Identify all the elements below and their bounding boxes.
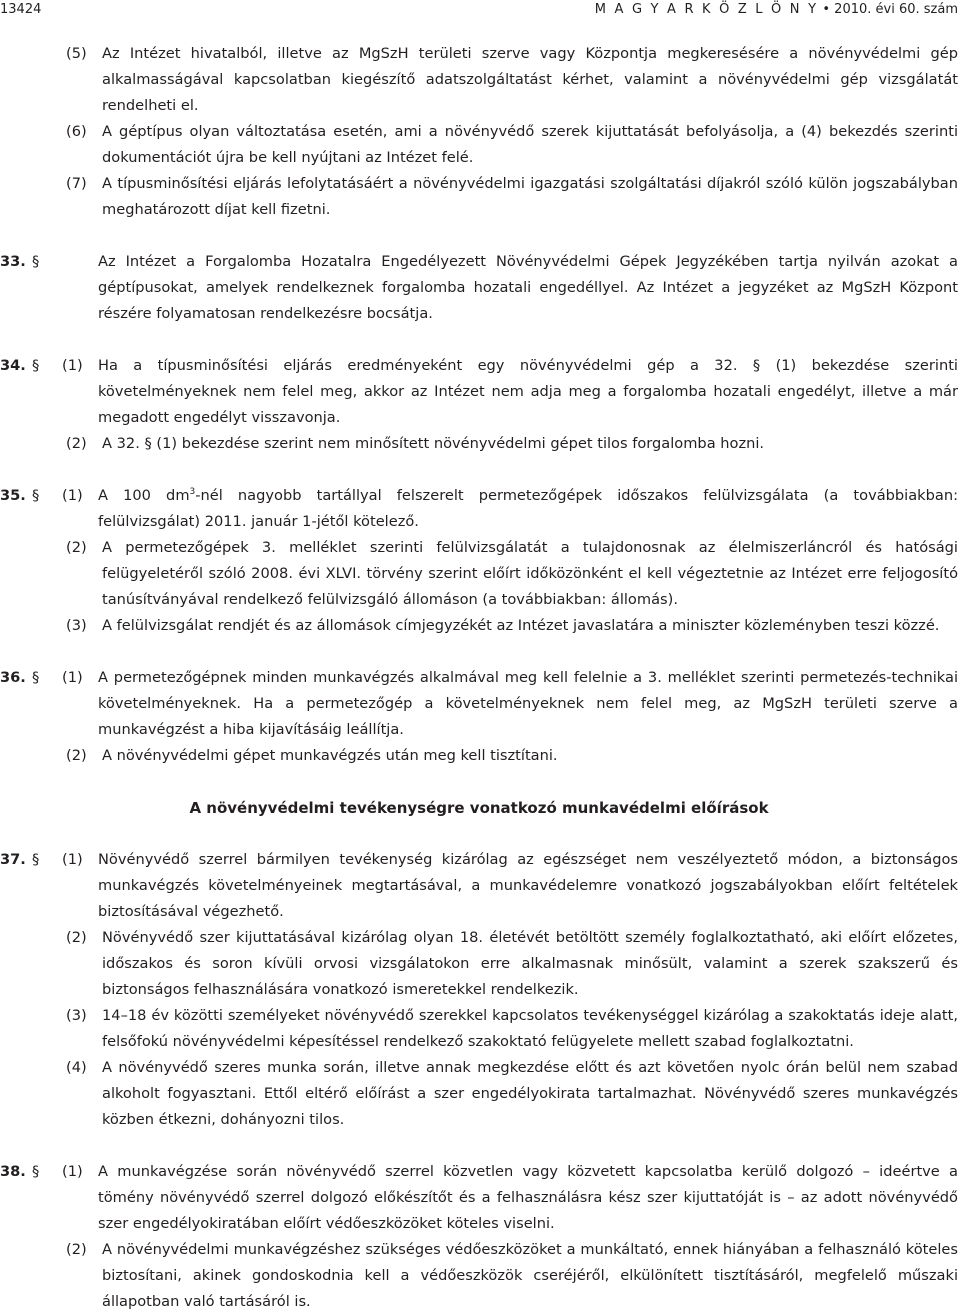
paragraph-text-part: -nél nagyobb tartállyal felszerelt permetezőgépek időszakos felülvizsgálata (a továbbiakban: felülvizsgálat) 2011. január 1-jétől kötelező. <box>98 487 958 530</box>
paragraph-number: (1) <box>62 357 83 374</box>
paragraph-text: A géptípus olyan változtatása esetén, ami a növényvédő szerek kijuttatását befolyásolja, a (4) bekezdés szerinti dokumentációt újra be kell nyújtani az Intézet felé. <box>102 123 958 166</box>
paragraph-number: (2) <box>66 1241 87 1258</box>
section-35 <box>0 483 958 535</box>
paragraph <box>66 431 958 457</box>
paragraph-number: (1) <box>62 851 83 868</box>
document-body <box>0 41 958 1315</box>
paragraph-number: (3) <box>66 617 87 634</box>
paragraph-number: (2) <box>66 929 87 946</box>
paragraph-number: (1) <box>62 669 83 686</box>
paragraph-text: A 32. § (1) bekezdése szerint nem minősített növényvédelmi gépet tilos forgalomba hozni. <box>102 435 765 452</box>
paragraph-text: Az Intézet hivatalból, illetve az MgSzH területi szerve vagy Központja megkeresésére a növényvédelmi gép alkalmasságával kapcsolatban kiegészítő adatszolgáltatást kérhet, valamint a növényvédelmi gép vizsgálatát rendelheti el. <box>102 45 958 114</box>
section-heading: A növényvédelmi tevékenységre vonatkozó munkavédelmi előírások <box>189 799 769 817</box>
paragraph-text: Növényvédő szerrel bármilyen tevékenység kizárólag az egészséget nem veszélyeztető módon, a biztonságos munkavégzés követelményeinek megtartásával, a munkavédelemre vonatkozó jogszabályokban előírt feltételek biztosításával végezhető. <box>98 851 958 920</box>
paragraph-number: (2) <box>66 435 87 452</box>
paragraph <box>66 925 958 1003</box>
section-36 <box>0 665 958 743</box>
running-header <box>595 0 958 20</box>
paragraph-number: (2) <box>66 539 87 556</box>
paragraph-number: (1) <box>62 487 83 504</box>
page-number: 13424 <box>0 2 42 17</box>
section-sign: § <box>32 1163 40 1180</box>
paragraph-text: A növényvédő szeres munka során, illetve annak megkezdése előtt és azt követően nyolc órán belül nem szabad alkoholt fogyasztani. Ettől eltérő előírást a szer engedélyokirata tartalmazhat. Növényvédő szeres munkavégzés közben étkezni, dohányozni tilos. <box>102 1059 958 1128</box>
journal-title: M A G Y A R K Ö Z L Ö N Y <box>594 2 819 17</box>
section-37 <box>0 847 958 925</box>
paragraph-text: Növényvédő szer kijuttatásával kizárólag olyan 18. életévét betöltött személy foglalkoztatható, aki előírt előzetes, időszakos és soron kívüli orvosi vizsgálatokon erre alkalmasnak minősült, valamint a szerek szakszerű és biztonságos felhasználására vonatkozó ismeretekkel rendelkezik. <box>102 929 958 998</box>
paragraph-number: (1) <box>62 1163 83 1180</box>
paragraph-number: (4) <box>66 1059 87 1076</box>
paragraph-text: A növényvédelmi munkavégzéshez szükséges védőeszközöket a munkáltató, ennek hiányában a felhasználó köteles biztosítani, akinek gondoskodnia kell a védőeszközök cseréjéről, elkülönített tisztításáról, megfelelő műszaki állapotban való tartásáról is. <box>102 1241 958 1310</box>
paragraph-number: (6) <box>66 123 87 140</box>
section-number: 36. <box>0 669 26 686</box>
paragraph-text: A munkavégzése során növényvédő szerrel közvetlen vagy közvetett kapcsolatba kerülő dolgozó – ideértve a tömény növényvédő szerrel dolgozó előkészítőt és a felhasználásra kész szer kijuttatóját is – az adott növényvédő szer engedélyokiratában előírt védőeszközöket köteles viselni. <box>98 1163 958 1232</box>
section-33 <box>0 249 958 327</box>
section-number: 38. <box>0 1163 26 1180</box>
paragraph-text: A növényvédelmi gépet munkavégzés után meg kell tisztítani. <box>102 747 558 764</box>
paragraph-number: (7) <box>66 175 87 192</box>
section-sign: § <box>32 357 40 374</box>
section-text: Az Intézet a Forgalomba Hozatalra Engedélyezett Növényvédelmi Gépek Jegyzékében tartja nyilván azokat a géptípusokat, amelyek rendelkeznek forgalomba hozatali engedéllyel. Az Intézet a jegyzéket az MgSzH Központ részére folyamatosan rendelkezésre bocsátja. <box>98 253 958 322</box>
paragraph <box>66 613 958 639</box>
paragraph-text: Ha a típusminősítési eljárás eredményeként egy növényvédelmi gép a 32. § (1) bekezdése szerinti követelményeknek nem felel meg, akkor az Intézet nem adja meg a forgalomba hozatali engedélyt, illetve a már megadott engedélyt visszavonja. <box>98 357 958 426</box>
paragraph <box>66 1003 958 1055</box>
section-number: 34. <box>0 357 26 374</box>
section-34 <box>0 353 958 431</box>
paragraph <box>66 171 958 223</box>
paragraph <box>66 743 958 769</box>
section-number: 33. <box>0 253 26 270</box>
superscript: 3 <box>189 487 196 498</box>
section-number: 35. <box>0 487 26 504</box>
bullet-separator: • <box>822 2 831 17</box>
paragraph-text: A felülvizsgálat rendjét és az állomások címjegyzékét az Intézet javaslatára a miniszter közleményben teszi közzé. <box>102 617 940 634</box>
paragraph-number: (2) <box>66 747 87 764</box>
paragraph-text: 14–18 év közötti személyeket növényvédő szerekkel kapcsolatos tevékenységgel kizárólag a szakoktatás ideje alatt, felsőfokú növényvédelmi képesítéssel rendelkező szakoktató felügyelete mellett szabad foglalkoztatni. <box>102 1007 958 1050</box>
section-sign: § <box>32 487 40 504</box>
paragraph-number: (3) <box>66 1007 87 1024</box>
section-sign: § <box>32 851 40 868</box>
paragraph-text: A permetezőgépek 3. melléklet szerinti felülvizsgálatát a tulajdonosnak az élelmiszerláncról és hatósági felügyeletéről szóló 2008. évi XLVI. törvény szerint előírt időközönként el kell végeztetnie az Intézet erre feljogosító tanúsítványával rendelkező felülvizsgáló állomáson (a továbbiakban: állomás). <box>102 539 958 608</box>
paragraph-text <box>98 483 958 535</box>
section-number: 37. <box>0 851 26 868</box>
section-sign: § <box>32 253 40 270</box>
paragraph <box>66 1237 958 1315</box>
paragraph-number: (5) <box>66 45 87 62</box>
paragraph-text: A típusminősítési eljárás lefolytatásáért a növényvédelmi igazgatási szolgáltatási díjakról szóló külön jogszabályban meghatározott díjat kell fizetni. <box>102 175 958 218</box>
paragraph-text: A permetezőgépnek minden munkavégzés alkalmával meg kell felelnie a 3. melléklet szerinti permetezés-technikai követelményeknek. Ha a permetezőgép a követelményeknek nem felel meg, az MgSzH területi szerve a munkavégzést a hiba kijavításáig leállítja. <box>98 669 958 738</box>
paragraph <box>66 535 958 613</box>
paragraph <box>66 119 958 171</box>
issue-number: 2010. évi 60. szám <box>834 2 958 17</box>
section-sign: § <box>32 669 40 686</box>
paragraph-text-part: A 100 dm <box>98 487 190 504</box>
paragraph <box>66 41 958 119</box>
section-38 <box>0 1159 958 1237</box>
paragraph <box>66 1055 958 1133</box>
